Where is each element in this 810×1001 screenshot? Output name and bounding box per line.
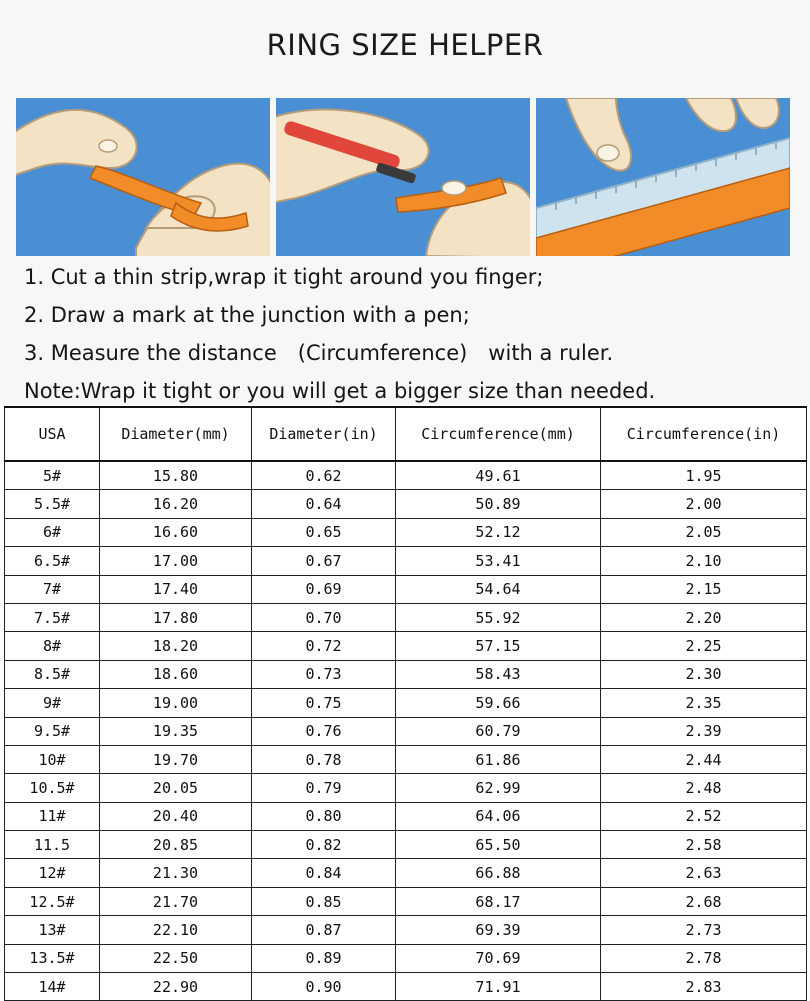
cell-circumference-in: 2.73 bbox=[601, 916, 807, 944]
cell-diameter-mm: 22.50 bbox=[100, 944, 252, 972]
cell-diameter-mm: 15.80 bbox=[100, 461, 252, 490]
cell-circumference-in: 2.20 bbox=[601, 603, 807, 631]
page-title: RING SIZE HELPER bbox=[266, 28, 544, 62]
table-row bbox=[5, 490, 807, 518]
cell-circumference-mm: 52.12 bbox=[396, 518, 601, 546]
cell-diameter-in: 0.62 bbox=[252, 461, 396, 490]
cell-circumference-in: 2.44 bbox=[601, 745, 807, 773]
cell-usa-size: 8.5# bbox=[5, 660, 100, 688]
cell-diameter-mm: 19.70 bbox=[100, 745, 252, 773]
cell-diameter-in: 0.65 bbox=[252, 518, 396, 546]
cell-circumference-mm: 62.99 bbox=[396, 774, 601, 802]
cell-circumference-mm: 58.43 bbox=[396, 660, 601, 688]
cell-circumference-mm: 57.15 bbox=[396, 632, 601, 660]
cell-usa-size: 14# bbox=[5, 973, 100, 1001]
cell-diameter-mm: 21.70 bbox=[100, 887, 252, 915]
cell-circumference-in: 2.48 bbox=[601, 774, 807, 802]
cell-circumference-mm: 68.17 bbox=[396, 887, 601, 915]
cell-usa-size: 9.5# bbox=[5, 717, 100, 745]
cell-diameter-mm: 16.20 bbox=[100, 490, 252, 518]
cell-circumference-in: 2.68 bbox=[601, 887, 807, 915]
illustration-wrap-strip bbox=[16, 98, 270, 256]
ring-size-table bbox=[4, 406, 807, 1001]
cell-diameter-mm: 18.60 bbox=[100, 660, 252, 688]
cell-diameter-in: 0.85 bbox=[252, 887, 396, 915]
cell-usa-size: 5.5# bbox=[5, 490, 100, 518]
table-row bbox=[5, 859, 807, 887]
cell-diameter-in: 0.78 bbox=[252, 745, 396, 773]
cell-diameter-in: 0.90 bbox=[252, 973, 396, 1001]
cell-diameter-mm: 20.40 bbox=[100, 802, 252, 830]
cell-usa-size: 6# bbox=[5, 518, 100, 546]
illustration-mark-with-pen bbox=[276, 98, 530, 256]
table-row bbox=[5, 518, 807, 546]
instruction-list bbox=[24, 258, 804, 410]
instruction-step-1: 1. Cut a thin strip,wrap it tight around you finger; bbox=[24, 265, 544, 289]
cell-diameter-mm: 20.05 bbox=[100, 774, 252, 802]
cell-circumference-mm: 61.86 bbox=[396, 745, 601, 773]
cell-usa-size: 12.5# bbox=[5, 887, 100, 915]
cell-circumference-mm: 66.88 bbox=[396, 859, 601, 887]
cell-circumference-mm: 49.61 bbox=[396, 461, 601, 490]
table-row bbox=[5, 887, 807, 915]
cell-circumference-mm: 53.41 bbox=[396, 547, 601, 575]
table-row bbox=[5, 632, 807, 660]
table-row bbox=[5, 745, 807, 773]
table-row bbox=[5, 547, 807, 575]
table-body bbox=[5, 461, 807, 1001]
cell-diameter-mm: 19.00 bbox=[100, 689, 252, 717]
cell-diameter-mm: 17.00 bbox=[100, 547, 252, 575]
cell-circumference-in: 2.30 bbox=[601, 660, 807, 688]
cell-circumference-in: 2.35 bbox=[601, 689, 807, 717]
table-row bbox=[5, 831, 807, 859]
cell-circumference-mm: 50.89 bbox=[396, 490, 601, 518]
cell-circumference-in: 2.58 bbox=[601, 831, 807, 859]
cell-diameter-in: 0.67 bbox=[252, 547, 396, 575]
cell-diameter-in: 0.87 bbox=[252, 916, 396, 944]
cell-diameter-in: 0.79 bbox=[252, 774, 396, 802]
cell-circumference-mm: 60.79 bbox=[396, 717, 601, 745]
cell-diameter-in: 0.64 bbox=[252, 490, 396, 518]
cell-usa-size: 11.5 bbox=[5, 831, 100, 859]
cell-diameter-in: 0.70 bbox=[252, 603, 396, 631]
ring-size-table-container bbox=[4, 406, 806, 998]
cell-circumference-in: 2.63 bbox=[601, 859, 807, 887]
table-row bbox=[5, 973, 807, 1001]
instruction-note: Note:Wrap it tight or you will get a bigger size than needed. bbox=[24, 379, 656, 403]
cell-circumference-in: 2.05 bbox=[601, 518, 807, 546]
cell-diameter-mm: 20.85 bbox=[100, 831, 252, 859]
cell-diameter-in: 0.72 bbox=[252, 632, 396, 660]
cell-circumference-in: 2.15 bbox=[601, 575, 807, 603]
instruction-step-2: 2. Draw a mark at the junction with a pen; bbox=[24, 303, 470, 327]
cell-diameter-in: 0.82 bbox=[252, 831, 396, 859]
cell-diameter-mm: 21.30 bbox=[100, 859, 252, 887]
illustration-ruler-measure bbox=[536, 98, 790, 256]
table-header-row bbox=[5, 407, 807, 461]
cell-diameter-mm: 17.80 bbox=[100, 603, 252, 631]
cell-diameter-mm: 22.10 bbox=[100, 916, 252, 944]
cell-circumference-mm: 69.39 bbox=[396, 916, 601, 944]
cell-diameter-mm: 18.20 bbox=[100, 632, 252, 660]
header-diameter-mm: Diameter(mm) bbox=[100, 407, 252, 461]
table-row bbox=[5, 774, 807, 802]
cell-circumference-in: 2.25 bbox=[601, 632, 807, 660]
table-row bbox=[5, 717, 807, 745]
cell-circumference-in: 2.78 bbox=[601, 944, 807, 972]
table-row bbox=[5, 603, 807, 631]
cell-usa-size: 7# bbox=[5, 575, 100, 603]
cell-diameter-mm: 22.90 bbox=[100, 973, 252, 1001]
cell-diameter-in: 0.75 bbox=[252, 689, 396, 717]
cell-usa-size: 13.5# bbox=[5, 944, 100, 972]
cell-usa-size: 13# bbox=[5, 916, 100, 944]
table-row bbox=[5, 689, 807, 717]
cell-usa-size: 8# bbox=[5, 632, 100, 660]
table-row bbox=[5, 461, 807, 490]
cell-circumference-mm: 54.64 bbox=[396, 575, 601, 603]
table-row bbox=[5, 944, 807, 972]
table-row bbox=[5, 660, 807, 688]
header-circumference-mm: Circumference(mm) bbox=[396, 407, 601, 461]
cell-diameter-mm: 17.40 bbox=[100, 575, 252, 603]
cell-circumference-mm: 70.69 bbox=[396, 944, 601, 972]
cell-circumference-in: 2.83 bbox=[601, 973, 807, 1001]
cell-diameter-mm: 19.35 bbox=[100, 717, 252, 745]
cell-diameter-in: 0.80 bbox=[252, 802, 396, 830]
cell-usa-size: 12# bbox=[5, 859, 100, 887]
table-row bbox=[5, 802, 807, 830]
cell-usa-size: 5# bbox=[5, 461, 100, 490]
cell-circumference-mm: 65.50 bbox=[396, 831, 601, 859]
cell-circumference-mm: 64.06 bbox=[396, 802, 601, 830]
cell-circumference-mm: 59.66 bbox=[396, 689, 601, 717]
header-circumference-in: Circumference(in) bbox=[601, 407, 807, 461]
cell-diameter-in: 0.69 bbox=[252, 575, 396, 603]
cell-circumference-in: 2.00 bbox=[601, 490, 807, 518]
cell-circumference-in: 1.95 bbox=[601, 461, 807, 490]
cell-usa-size: 7.5# bbox=[5, 603, 100, 631]
cell-usa-size: 10.5# bbox=[5, 774, 100, 802]
instruction-step-3: 3. Measure the distance (Circumference) with a ruler. bbox=[24, 341, 614, 365]
cell-diameter-in: 0.73 bbox=[252, 660, 396, 688]
cell-circumference-in: 2.39 bbox=[601, 717, 807, 745]
cell-diameter-mm: 16.60 bbox=[100, 518, 252, 546]
cell-usa-size: 6.5# bbox=[5, 547, 100, 575]
cell-usa-size: 10# bbox=[5, 745, 100, 773]
table-row bbox=[5, 575, 807, 603]
cell-diameter-in: 0.84 bbox=[252, 859, 396, 887]
header-usa: USA bbox=[5, 407, 100, 461]
cell-circumference-mm: 71.91 bbox=[396, 973, 601, 1001]
cell-diameter-in: 0.89 bbox=[252, 944, 396, 972]
cell-usa-size: 9# bbox=[5, 689, 100, 717]
cell-circumference-in: 2.52 bbox=[601, 802, 807, 830]
cell-circumference-in: 2.10 bbox=[601, 547, 807, 575]
cell-usa-size: 11# bbox=[5, 802, 100, 830]
cell-diameter-in: 0.76 bbox=[252, 717, 396, 745]
table-row bbox=[5, 916, 807, 944]
header-diameter-in: Diameter(in) bbox=[252, 407, 396, 461]
cell-circumference-mm: 55.92 bbox=[396, 603, 601, 631]
